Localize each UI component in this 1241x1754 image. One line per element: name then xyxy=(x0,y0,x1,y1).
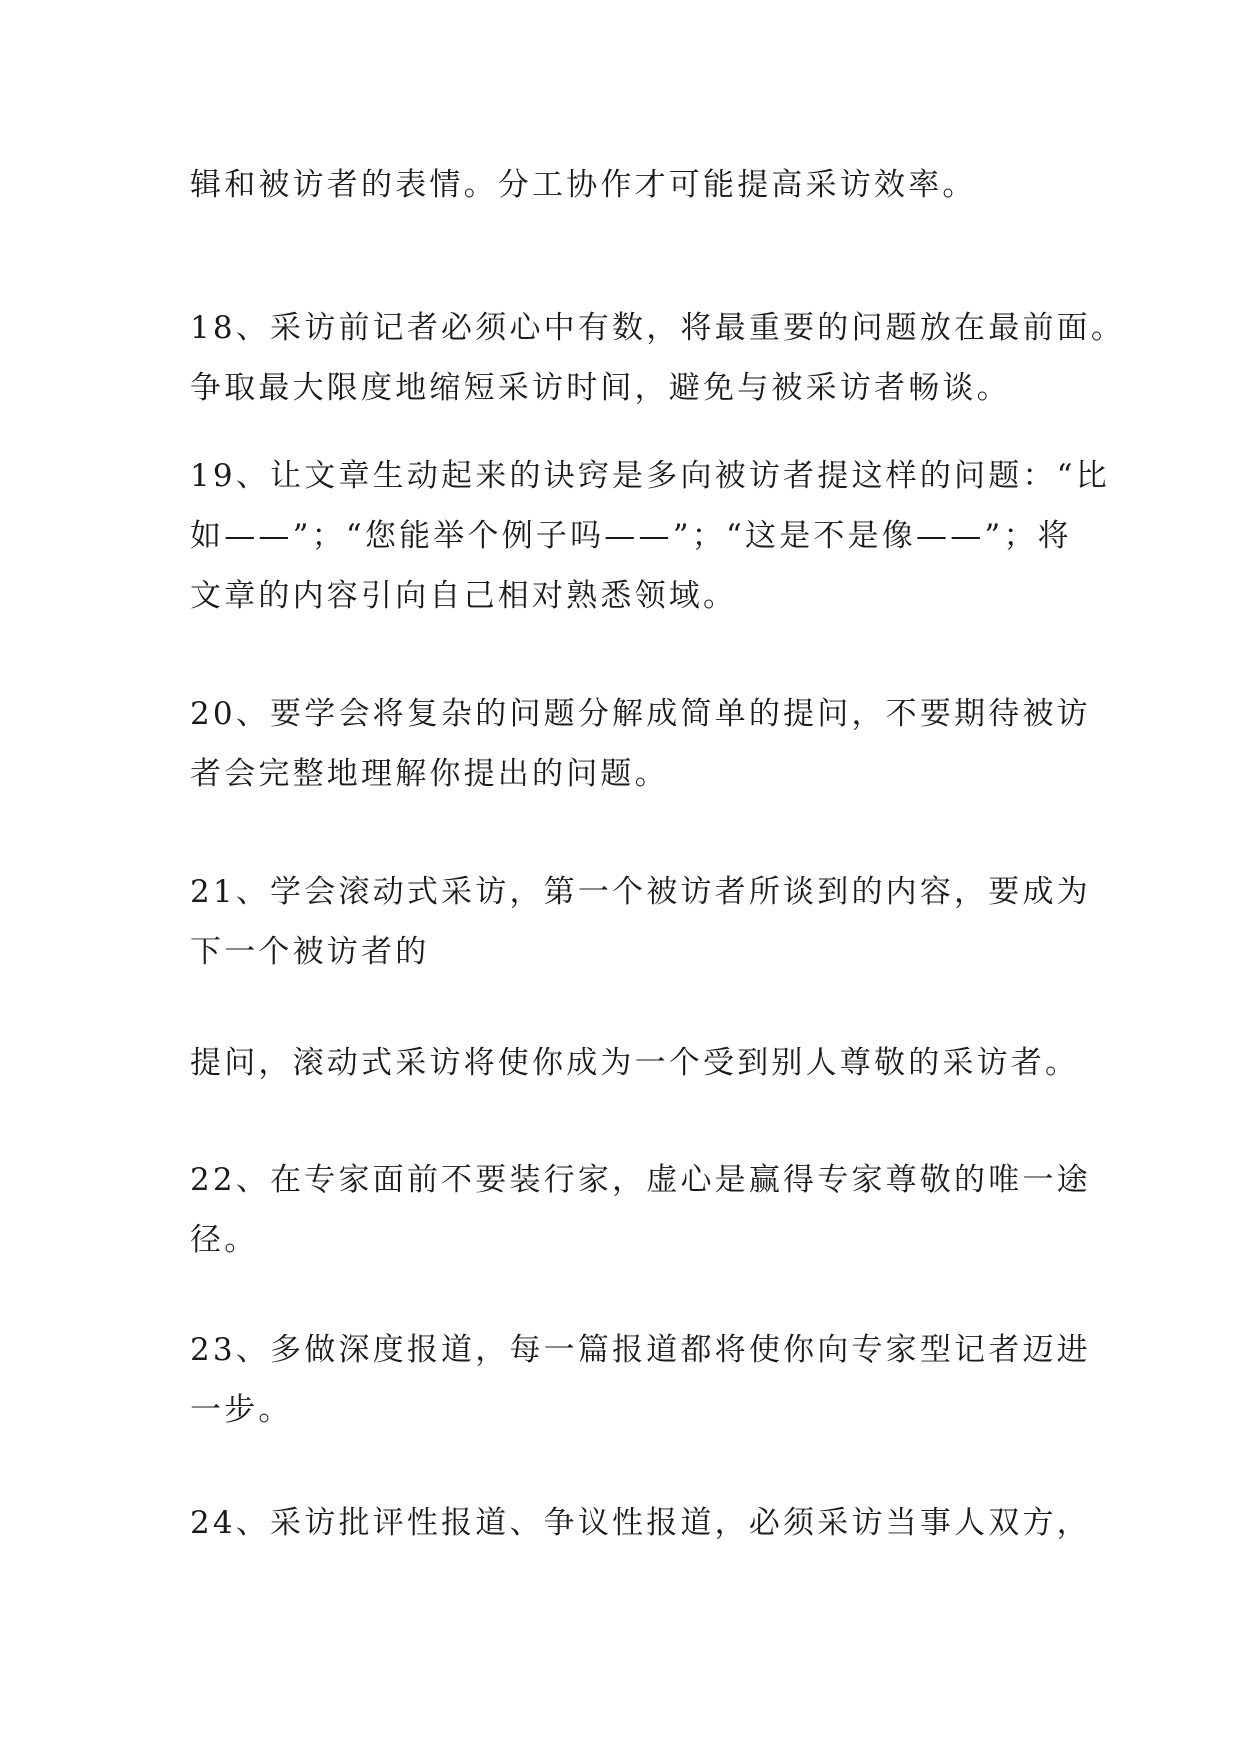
text-line: 22、在专家面前不要装行家，虚心是赢得专家尊敬的唯一途 xyxy=(190,1162,1091,1198)
text-line: 辑和被访者的表情。分工协作才可能提高采访效率。 xyxy=(190,167,977,203)
text-line: 21、学会滚动式采访，第一个被访者所谈到的内容，要成为 xyxy=(190,874,1091,910)
text-line: 如——”；“您能举个例子吗——”；“这是不是像——”；将 xyxy=(190,518,1072,554)
paragraph-item-23 xyxy=(190,1320,1091,1440)
paragraph-item-19 xyxy=(190,446,1110,626)
text-line: 24、采访批评性报道、争议性报道，必须采访当事人双方， xyxy=(190,1505,1091,1541)
paragraph-item-22 xyxy=(190,1150,1091,1270)
text-line: 23、多做深度报道，每一篇报道都将使你向专家型记者迈进 xyxy=(190,1332,1091,1368)
text-line: 一步。 xyxy=(190,1392,293,1428)
text-line: 20、要学会将复杂的问题分解成简单的提问，不要期待被访 xyxy=(190,696,1091,732)
text-line: 文章的内容引向自己相对熟悉领域。 xyxy=(190,578,738,614)
paragraph-continuation xyxy=(190,155,1070,215)
text-line: 18、采访前记者必须心中有数，将最重要的问题放在最前面。 xyxy=(190,310,1126,346)
text-line: 下一个被访者的 xyxy=(190,934,430,970)
text-line: 19、让文章生动起来的诀窍是多向被访者提这样的问题：“比 xyxy=(190,458,1110,494)
text-line: 提问，滚动式采访将使你成为一个受到别人尊敬的采访者。 xyxy=(190,1045,1080,1081)
paragraph-item-24 xyxy=(190,1493,1091,1553)
text-line: 径。 xyxy=(190,1222,259,1258)
text-line: 争取最大限度地缩短采访时间，避免与被采访者畅谈。 xyxy=(190,370,1011,406)
paragraph-item-21 xyxy=(190,862,1091,982)
paragraph-item-18 xyxy=(190,298,1126,418)
text-line: 者会完整地理解你提出的问题。 xyxy=(190,756,669,792)
paragraph-item-21-continued xyxy=(190,1033,1080,1093)
paragraph-item-20 xyxy=(190,684,1091,804)
